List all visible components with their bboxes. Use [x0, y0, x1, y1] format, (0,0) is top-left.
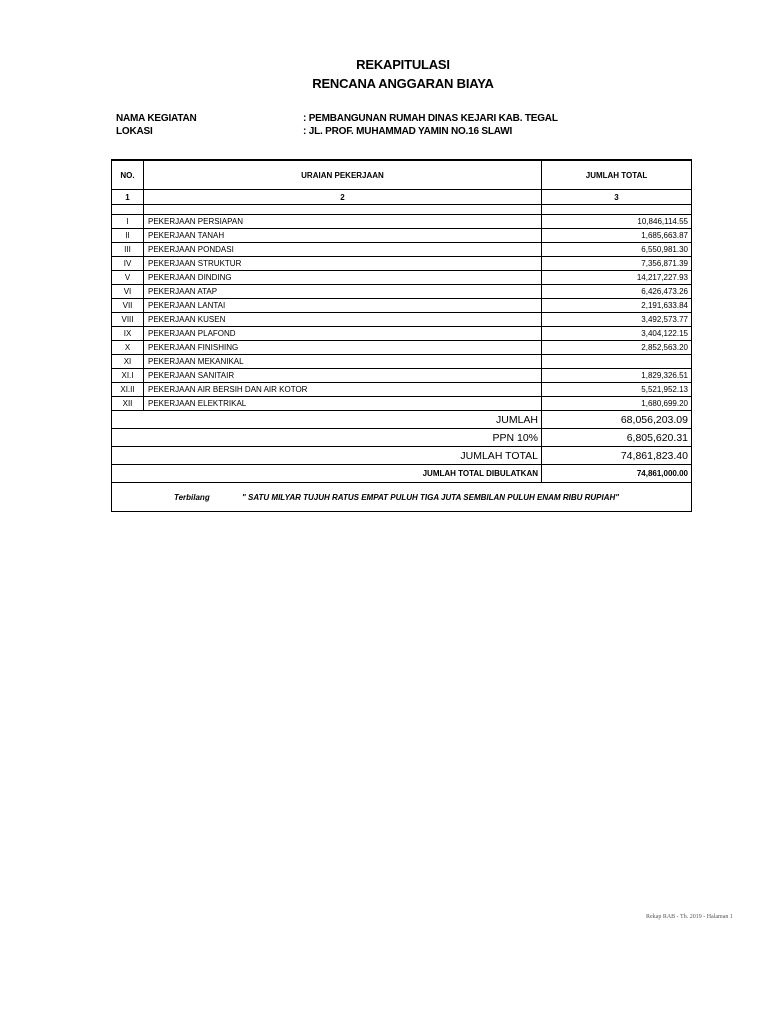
row-label: PEKERJAAN LANTAI: [144, 299, 542, 313]
row-no: VIII: [112, 313, 144, 327]
row-label: PEKERJAAN FINISHING: [144, 341, 542, 355]
row-no: XI.II: [112, 383, 144, 397]
table-row: [112, 397, 692, 411]
colnum-3: 3: [542, 190, 692, 205]
row-label: PEKERJAAN SANITAIR: [144, 369, 542, 383]
row-value: 14,217,227.93: [542, 271, 692, 285]
table-row: [112, 369, 692, 383]
spacer-row: [112, 205, 692, 215]
row-label: PEKERJAAN PLAFOND: [144, 327, 542, 341]
row-value: 2,191,633.84: [542, 299, 692, 313]
row-label: PEKERJAAN DINDING: [144, 271, 542, 285]
row-label: PEKERJAAN ATAP: [144, 285, 542, 299]
total-label: JUMLAH TOTAL: [144, 447, 542, 465]
row-label: PEKERJAAN TANAH: [144, 229, 542, 243]
table-header-row: [112, 160, 692, 190]
terbilang-label: Terbilang: [174, 492, 210, 502]
colnum-1: 1: [112, 190, 144, 205]
row-label: PEKERJAAN STRUKTUR: [144, 257, 542, 271]
ppn-value: 6,805,620.31: [542, 429, 692, 447]
row-value: 1,685,663.87: [542, 229, 692, 243]
lokasi-value: : JL. PROF. MUHAMMAD YAMIN NO.16 SLAWI: [303, 126, 513, 137]
ppn-label: PPN 10%: [144, 429, 542, 447]
table-row: [112, 243, 692, 257]
total-value: 74,861,823.40: [542, 447, 692, 465]
jumlah-row: [112, 411, 692, 429]
header-uraian: URAIAN PEKERJAAN: [144, 160, 542, 190]
table-row: [112, 257, 692, 271]
row-no: IX: [112, 327, 144, 341]
row-no: VI: [112, 285, 144, 299]
row-no: VII: [112, 299, 144, 313]
table-row: [112, 229, 692, 243]
terbilang-value: " SATU MILYAR TUJUH RATUS EMPAT PULUH TIGA JUTA SEMBILAN PULUH ENAM RIBU RUPIAH": [242, 492, 620, 502]
jumlah-label: JUMLAH: [144, 411, 542, 429]
table-row: [112, 285, 692, 299]
row-no: X: [112, 341, 144, 355]
row-no: I: [112, 215, 144, 229]
row-label: PEKERJAAN KUSEN: [144, 313, 542, 327]
row-label: PEKERJAAN PERSIAPAN: [144, 215, 542, 229]
row-no: XII: [112, 397, 144, 411]
column-number-row: [112, 190, 692, 205]
doc-subtitle: RENCANA ANGGARAN BIAYA: [312, 76, 494, 91]
dibulatkan-value: 74,861,000.00: [542, 465, 692, 483]
dibulatkan-row: [112, 465, 692, 483]
header-no: NO.: [112, 160, 144, 190]
table-row: [112, 271, 692, 285]
row-value: 2,852,563.20: [542, 341, 692, 355]
row-value: 1,829,326.51: [542, 369, 692, 383]
row-no: II: [112, 229, 144, 243]
row-value: [542, 355, 692, 369]
row-value: 6,550,981.30: [542, 243, 692, 257]
table-row: [112, 327, 692, 341]
terbilang-row: [112, 483, 692, 512]
table-row: [112, 341, 692, 355]
page-footer: Rekap RAB - Th. 2019 - Halaman 1: [646, 914, 733, 920]
row-value: 6,426,473.26: [542, 285, 692, 299]
row-value: 3,492,573.77: [542, 313, 692, 327]
row-value: 3,404,122.15: [542, 327, 692, 341]
row-label: PEKERJAAN AIR BERSIH DAN AIR KOTOR: [144, 383, 542, 397]
doc-title: REKAPITULASI: [356, 57, 450, 72]
row-value: 1,680,699.20: [542, 397, 692, 411]
work-items: [112, 215, 692, 411]
table-row: [112, 215, 692, 229]
row-value: 10,846,114.55: [542, 215, 692, 229]
row-no: V: [112, 271, 144, 285]
row-label: PEKERJAAN MEKANIKAL: [144, 355, 542, 369]
kegiatan-label: NAMA KEGIATAN: [116, 113, 197, 124]
jumlah-value: 68,056,203.09: [542, 411, 692, 429]
row-no: IV: [112, 257, 144, 271]
row-value: 7,356,871.39: [542, 257, 692, 271]
colnum-2: 2: [144, 190, 542, 205]
dibulatkan-label: JUMLAH TOTAL DIBULATKAN: [144, 465, 542, 483]
rekap-table: [111, 159, 692, 512]
row-no: XI: [112, 355, 144, 369]
row-no: XI.I: [112, 369, 144, 383]
row-label: PEKERJAAN ELEKTRIKAL: [144, 397, 542, 411]
row-value: 5,521,952.13: [542, 383, 692, 397]
table-row: [112, 299, 692, 313]
header-jumlah: JUMLAH TOTAL: [542, 160, 692, 190]
ppn-row: [112, 429, 692, 447]
kegiatan-value: : PEMBANGUNAN RUMAH DINAS KEJARI KAB. TEGAL: [303, 113, 558, 124]
total-row: [112, 447, 692, 465]
row-no: III: [112, 243, 144, 257]
table-row: [112, 355, 692, 369]
lokasi-label: LOKASI: [116, 126, 153, 137]
row-label: PEKERJAAN PONDASI: [144, 243, 542, 257]
table-row: [112, 383, 692, 397]
table-row: [112, 313, 692, 327]
